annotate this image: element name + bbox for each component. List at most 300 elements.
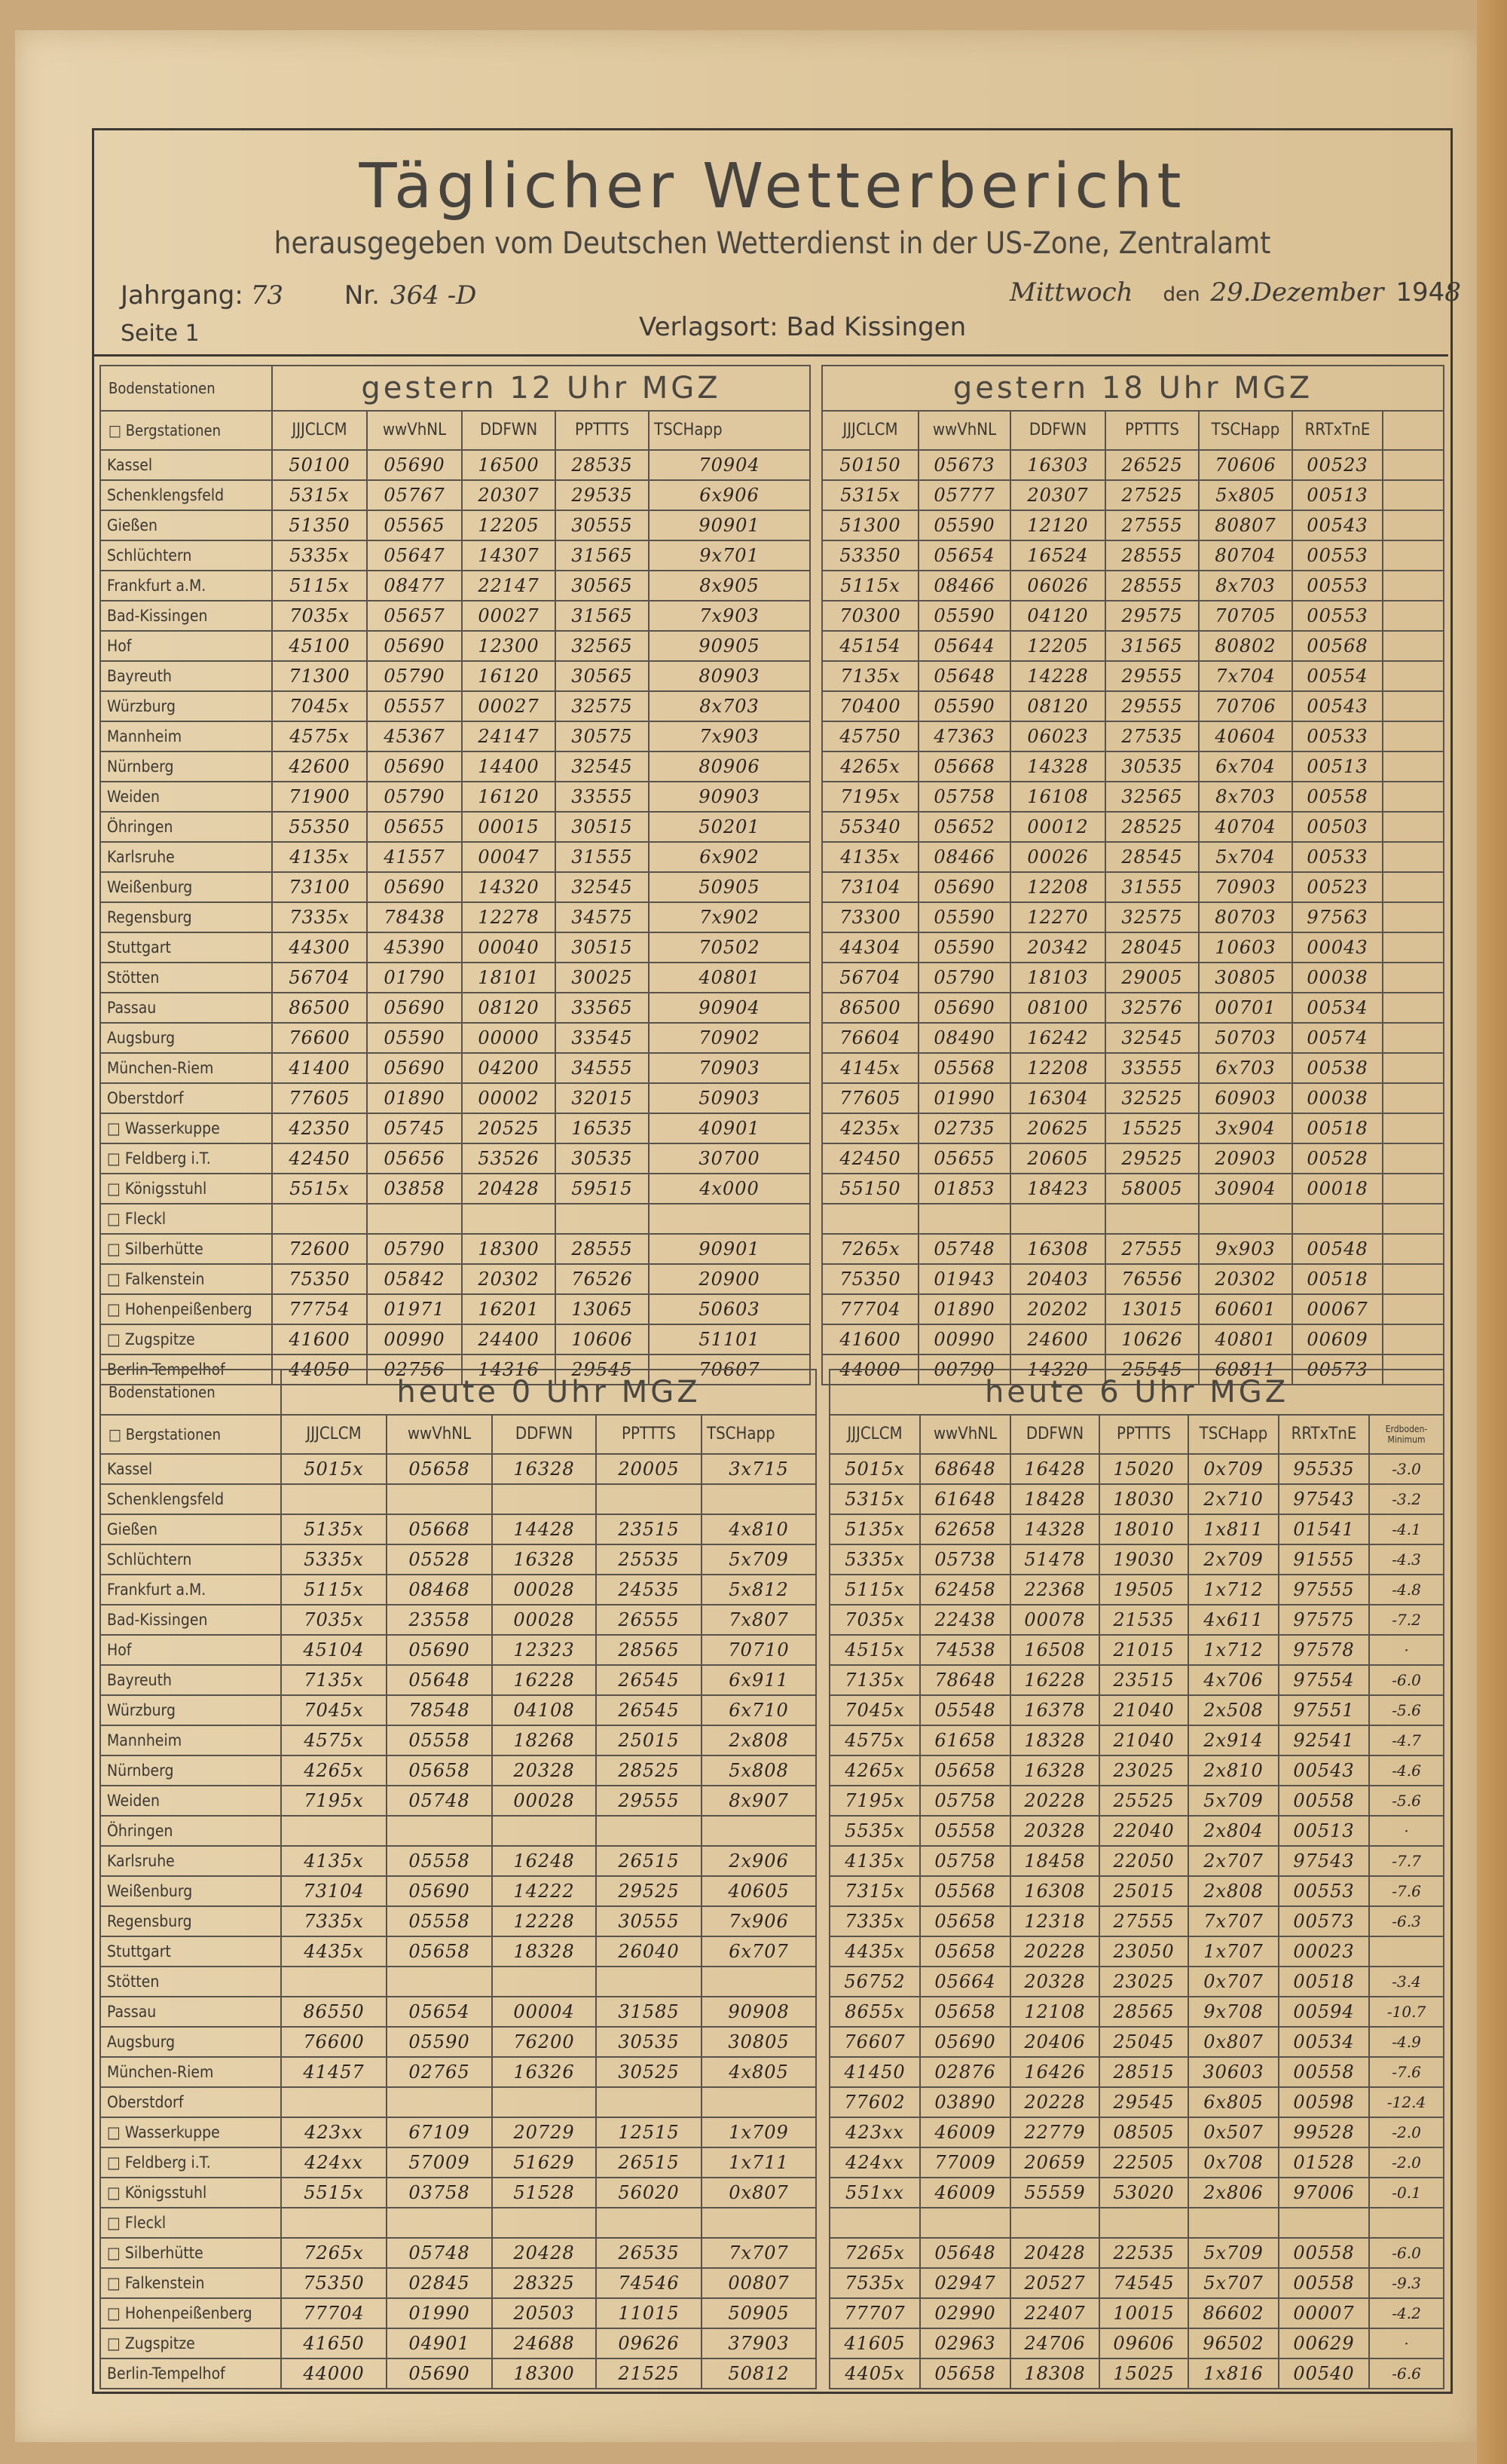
station-name: Oberstdorf [100, 1083, 272, 1113]
blank-cell [1383, 480, 1444, 510]
data-cell: 2x906 [702, 1846, 816, 1876]
data-cell [555, 1204, 649, 1234]
data-cell: 55559 [1010, 2178, 1099, 2208]
data-cell: 70710 [702, 1635, 816, 1665]
station-name: Öhringen [100, 812, 272, 842]
data-cell [702, 1816, 816, 1846]
data-cell: 51528 [492, 2178, 596, 2208]
data-cell: 05647 [367, 540, 462, 571]
data-cell: 40901 [649, 1113, 810, 1143]
data-cell: 5x709 [702, 1544, 816, 1575]
table-row [100, 2328, 816, 2358]
data-cell [702, 2087, 816, 2117]
blank-cell [1383, 721, 1444, 751]
table-row [830, 2298, 1444, 2328]
data-cell: 5115x [830, 1575, 920, 1605]
data-cell: 16308 [1010, 1876, 1099, 1906]
data-cell: 00028 [492, 1786, 596, 1816]
data-cell: 05690 [920, 2027, 1010, 2057]
data-cell: 05842 [367, 1264, 462, 1294]
table-row [100, 1755, 816, 1786]
table-row [822, 1204, 1444, 1234]
table-row [100, 1786, 816, 1816]
table-row [100, 631, 810, 661]
data-cell: 30603 [1188, 2057, 1279, 2087]
data-cell: 25015 [1099, 1876, 1188, 1906]
data-cell: 02963 [920, 2328, 1010, 2358]
data-cell: 15020 [1099, 1454, 1188, 1484]
data-cell: 7x906 [702, 1906, 816, 1936]
data-cell: 77605 [822, 1083, 919, 1113]
data-cell: 05658 [920, 1755, 1010, 1786]
data-cell: 60601 [1199, 1294, 1292, 1324]
data-cell: 10603 [1199, 932, 1292, 963]
table-row [100, 2208, 816, 2238]
data-cell: 4265x [281, 1755, 387, 1786]
data-cell: 5015x [281, 1454, 387, 1484]
table-title: gestern 12 Uhr MGZ [272, 366, 810, 411]
data-cell: 29575 [1105, 601, 1199, 631]
station-name: Öhringen [100, 1816, 281, 1846]
data-cell: 08490 [919, 1023, 1010, 1053]
table-row [100, 510, 810, 540]
data-cell: 70705 [1199, 601, 1292, 631]
data-cell: 32525 [1105, 1083, 1199, 1113]
table-row [100, 993, 810, 1023]
data-cell: 5315x [822, 480, 919, 510]
data-cell: 21040 [1099, 1695, 1188, 1725]
data-cell: 00701 [1199, 993, 1292, 1023]
data-cell: 00540 [1279, 2358, 1369, 2389]
table-row [822, 1053, 1444, 1083]
data-cell: 73104 [281, 1876, 387, 1906]
station-name: □ Zugspitze [100, 1324, 272, 1354]
station-name: Regensburg [100, 1906, 281, 1936]
data-cell: 77602 [830, 2087, 920, 2117]
data-cell: 05654 [919, 540, 1010, 571]
data-cell: 30555 [596, 1906, 702, 1936]
data-cell: 08466 [919, 571, 1010, 601]
data-cell: 06023 [1010, 721, 1105, 751]
data-cell: 21015 [1099, 1635, 1188, 1665]
data-cell: 00568 [1292, 631, 1383, 661]
table-row [100, 2027, 816, 2057]
table-row [822, 1083, 1444, 1113]
data-cell: 05658 [920, 1906, 1010, 1936]
station-name: Schlüchtern [100, 1544, 281, 1575]
station-name: Schenklengsfeld [100, 480, 272, 510]
blank-cell [1383, 661, 1444, 691]
data-cell [596, 2208, 702, 2238]
blank-cell [1383, 993, 1444, 1023]
data-cell: 12278 [462, 902, 555, 932]
table-row [100, 601, 810, 631]
data-cell: 57009 [387, 2147, 492, 2178]
data-cell: 05748 [387, 2238, 492, 2268]
data-cell: 5x805 [1199, 480, 1292, 510]
data-cell: 05558 [387, 1846, 492, 1876]
data-cell: 4435x [281, 1936, 387, 1967]
data-cell: 05748 [387, 1786, 492, 1816]
data-cell: 12323 [492, 1635, 596, 1665]
data-cell: 28555 [555, 1234, 649, 1264]
table-row [830, 2178, 1444, 2208]
data-cell: 23515 [596, 1514, 702, 1544]
data-cell: 11015 [596, 2298, 702, 2328]
data-cell: 29545 [1099, 2087, 1188, 2117]
data-cell: 50603 [649, 1294, 810, 1324]
station-name: □ Silberhütte [100, 2238, 281, 2268]
data-cell: 33565 [555, 993, 649, 1023]
table-row [822, 1174, 1444, 1204]
station-name: Frankfurt a.M. [100, 571, 272, 601]
data-cell: 5315x [830, 1484, 920, 1514]
data-cell: 29555 [1105, 691, 1199, 721]
station-name: Stuttgart [100, 1936, 281, 1967]
table-row [830, 2268, 1444, 2298]
data-cell: 05690 [919, 872, 1010, 902]
data-cell: 29555 [1105, 661, 1199, 691]
data-cell: 86500 [272, 993, 367, 1023]
table-row [100, 1324, 810, 1354]
data-cell: 45750 [822, 721, 919, 751]
data-cell: 09606 [1099, 2328, 1188, 2358]
data-cell: 50905 [649, 872, 810, 902]
data-cell: 00028 [492, 1605, 596, 1635]
station-name: □ Wasserkuppe [100, 1113, 272, 1143]
data-cell: 00513 [1279, 1816, 1369, 1846]
data-cell: 24400 [462, 1324, 555, 1354]
data-cell: 00554 [1292, 661, 1383, 691]
table-row [100, 1936, 816, 1967]
table-row [100, 872, 810, 902]
data-cell: 19505 [1099, 1575, 1188, 1605]
data-cell: 00558 [1279, 2057, 1369, 2087]
data-cell: 00534 [1279, 2027, 1369, 2057]
page-number: Seite 1 [121, 320, 200, 347]
data-cell: 16500 [462, 450, 555, 480]
table-row [822, 1234, 1444, 1264]
data-cell: 20228 [1010, 1786, 1099, 1816]
data-cell: 28525 [1105, 812, 1199, 842]
data-cell: 2x806 [1188, 2178, 1279, 2208]
data-cell: 1x811 [1188, 1514, 1279, 1544]
data-cell: 37903 [702, 2328, 816, 2358]
data-cell: 00533 [1292, 721, 1383, 751]
data-cell: 32576 [1105, 993, 1199, 1023]
data-cell: 00513 [1292, 480, 1383, 510]
blank-cell [1383, 601, 1444, 631]
data-cell: 05558 [920, 1816, 1010, 1846]
col-header: wwVhNL [919, 411, 1010, 450]
data-cell: 60903 [1199, 1083, 1292, 1113]
station-name: Nürnberg [100, 1755, 281, 1786]
data-cell: 75350 [272, 1264, 367, 1294]
data-cell: 55340 [822, 812, 919, 842]
data-cell: 28045 [1105, 932, 1199, 963]
data-cell: 12205 [462, 510, 555, 540]
data-cell: 51300 [822, 510, 919, 540]
table-row [100, 1816, 816, 1846]
data-cell [1188, 2208, 1279, 2238]
table-row [100, 1294, 810, 1324]
data-cell: 8x703 [1199, 782, 1292, 812]
data-cell: 04108 [492, 1695, 596, 1725]
table-row [100, 1143, 810, 1174]
data-cell: 05690 [387, 1635, 492, 1665]
data-cell: 41600 [272, 1324, 367, 1354]
data-cell: 22505 [1099, 2147, 1188, 2178]
data-cell: 02876 [920, 2057, 1010, 2087]
data-cell: 00558 [1292, 782, 1383, 812]
col-header: PPTTTS [596, 1415, 702, 1454]
data-cell: 21040 [1099, 1725, 1188, 1755]
data-cell: 12205 [1010, 631, 1105, 661]
table-row [100, 1454, 816, 1484]
data-cell: -10.7 [1369, 1997, 1444, 2027]
table-row [822, 993, 1444, 1023]
data-cell [596, 1816, 702, 1846]
table-row [100, 1876, 816, 1906]
data-cell: 20228 [1010, 1936, 1099, 1967]
data-cell: 5115x [822, 571, 919, 601]
data-cell: 05590 [919, 932, 1010, 963]
col-header: DDFWN [1010, 1415, 1099, 1454]
table-row [822, 631, 1444, 661]
data-cell: 0x507 [1188, 2117, 1279, 2147]
data-cell: 00790 [919, 1354, 1010, 1385]
data-cell: 80903 [649, 661, 810, 691]
data-cell: 05658 [387, 1755, 492, 1786]
data-cell: 20307 [462, 480, 555, 510]
data-cell: 00990 [919, 1324, 1010, 1354]
blank-cell [1383, 1083, 1444, 1113]
data-cell: 86500 [822, 993, 919, 1023]
data-cell: 99528 [1279, 2117, 1369, 2147]
data-cell: 05690 [387, 2358, 492, 2389]
data-cell: 05590 [919, 691, 1010, 721]
data-cell: 8x703 [649, 691, 810, 721]
jahrgang-line [121, 280, 476, 311]
data-cell: 00990 [367, 1324, 462, 1354]
station-name: Frankfurt a.M. [100, 1575, 281, 1605]
data-cell: 30515 [555, 812, 649, 842]
table-row [822, 480, 1444, 510]
data-cell: 20428 [462, 1174, 555, 1204]
data-cell: 05558 [387, 1725, 492, 1755]
data-cell: 6x805 [1188, 2087, 1279, 2117]
blank-cell [1383, 932, 1444, 963]
data-cell: 05652 [919, 812, 1010, 842]
table-row [830, 2087, 1444, 2117]
table-row [830, 1967, 1444, 1997]
data-cell: 20525 [462, 1113, 555, 1143]
station-name: Weißenburg [100, 872, 272, 902]
data-cell: 02756 [367, 1354, 462, 1385]
station-name: Stötten [100, 1967, 281, 1997]
blank-cell [1383, 812, 1444, 842]
data-cell [281, 2208, 387, 2238]
table-gestern-18 [821, 365, 1444, 1385]
table-row [100, 2298, 816, 2328]
nr-label: Nr. [344, 280, 380, 311]
data-cell: 12120 [1010, 510, 1105, 540]
station-name: □ Feldberg i.T. [100, 2147, 281, 2178]
data-cell: 16201 [462, 1294, 555, 1324]
data-cell: 05690 [367, 993, 462, 1023]
data-cell: 24600 [1010, 1324, 1105, 1354]
data-cell: 4135x [272, 842, 367, 872]
data-cell: 73104 [822, 872, 919, 902]
data-cell: 5515x [272, 1174, 367, 1204]
data-cell: 7135x [830, 1665, 920, 1695]
data-cell: 30565 [555, 571, 649, 601]
data-cell [702, 2208, 816, 2238]
data-cell: 00574 [1292, 1023, 1383, 1053]
station-name: □ Fleckl [100, 2208, 281, 2238]
data-cell: 32545 [555, 751, 649, 782]
data-cell: 27535 [1105, 721, 1199, 751]
table-row [830, 1786, 1444, 1816]
data-cell: 27555 [1105, 1234, 1199, 1264]
data-cell: 01528 [1279, 2147, 1369, 2178]
data-cell: 05658 [387, 1454, 492, 1484]
table-row [822, 450, 1444, 480]
station-name: Nürnberg [100, 751, 272, 782]
data-cell: 00558 [1279, 1786, 1369, 1816]
data-cell: 12300 [462, 631, 555, 661]
data-cell: 0x807 [1188, 2027, 1279, 2057]
data-cell: 80802 [1199, 631, 1292, 661]
data-cell: 73300 [822, 902, 919, 932]
data-cell: 40801 [1199, 1324, 1292, 1354]
data-cell: 7335x [281, 1906, 387, 1936]
data-cell: 50905 [702, 2298, 816, 2328]
data-cell [1099, 2208, 1188, 2238]
data-cell: 53020 [1099, 2178, 1188, 2208]
data-cell: 76200 [492, 2027, 596, 2057]
station-name: Regensburg [100, 902, 272, 932]
data-cell: 23025 [1099, 1755, 1188, 1786]
data-cell: 71300 [272, 661, 367, 691]
data-cell: 4145x [822, 1053, 919, 1083]
station-name: Hof [100, 1635, 281, 1665]
data-cell: 05590 [387, 2027, 492, 2057]
col-header-blank [1383, 411, 1444, 450]
data-cell: 00548 [1292, 1234, 1383, 1264]
data-cell: 91555 [1279, 1544, 1369, 1575]
table-row [100, 1544, 816, 1575]
data-cell: 42600 [272, 751, 367, 782]
table-row [100, 2268, 816, 2298]
data-cell: -5.6 [1369, 1786, 1444, 1816]
data-cell: 00538 [1292, 1053, 1383, 1083]
data-cell: 4x000 [649, 1174, 810, 1204]
data-cell: 551xx [830, 2178, 920, 2208]
blank-cell [1383, 1174, 1444, 1204]
document-title: Täglicher Wetterbericht [359, 151, 1186, 222]
data-cell: 70706 [1199, 691, 1292, 721]
data-cell: 45390 [367, 932, 462, 963]
data-cell [1369, 2208, 1444, 2238]
station-name: Stuttgart [100, 932, 272, 963]
data-cell: 14428 [492, 1514, 596, 1544]
data-cell: 56704 [272, 963, 367, 993]
berg-label: □ Bergstationen [100, 411, 272, 450]
station-name: □ Fleckl [100, 1204, 272, 1234]
table-row [100, 1204, 810, 1234]
data-cell: 16303 [1010, 450, 1105, 480]
data-cell: 78648 [920, 1665, 1010, 1695]
data-cell: 4265x [822, 751, 919, 782]
data-cell: 32575 [555, 691, 649, 721]
data-cell: 77605 [272, 1083, 367, 1113]
data-cell: 20903 [1199, 1143, 1292, 1174]
data-cell: 30025 [555, 963, 649, 993]
data-cell: 05648 [920, 2238, 1010, 2268]
station-name: Schenklengsfeld [100, 1484, 281, 1514]
boden-label: Bodenstationen [100, 366, 272, 411]
data-cell: 80807 [1199, 510, 1292, 540]
data-cell: 50703 [1199, 1023, 1292, 1053]
weekday: Mittwoch [1010, 277, 1133, 308]
data-cell: 18030 [1099, 1484, 1188, 1514]
col-header: JJJCLCM [822, 411, 919, 450]
data-cell: 23515 [1099, 1665, 1188, 1695]
table-row [100, 2178, 816, 2208]
data-cell: 05655 [919, 1143, 1010, 1174]
data-cell: 30515 [555, 932, 649, 963]
data-cell: 16328 [492, 1454, 596, 1484]
table-row [100, 571, 810, 601]
document-subtitle: herausgegeben vom Deutschen Wetterdienst in der US-Zone, Zentralamt [274, 226, 1271, 261]
data-cell [920, 2208, 1010, 2238]
data-cell: 5135x [281, 1514, 387, 1544]
data-cell: 31555 [1105, 872, 1199, 902]
blank-cell [1383, 902, 1444, 932]
station-name: Passau [100, 1997, 281, 2027]
data-cell: 45104 [281, 1635, 387, 1665]
data-cell: 05590 [919, 601, 1010, 631]
data-cell: 8655x [830, 1997, 920, 2027]
data-cell: 6x911 [702, 1665, 816, 1695]
data-cell: 00027 [462, 691, 555, 721]
blank-cell [1383, 1204, 1444, 1234]
data-cell: 20202 [1010, 1294, 1105, 1324]
station-name: □ Wasserkuppe [100, 2117, 281, 2147]
data-cell: 05690 [367, 631, 462, 661]
data-cell: 23558 [387, 1605, 492, 1635]
data-cell: 00553 [1279, 1876, 1369, 1906]
data-cell [387, 1816, 492, 1846]
data-cell: 05658 [920, 1936, 1010, 1967]
data-cell: 05673 [919, 450, 1010, 480]
data-cell: 24688 [492, 2328, 596, 2358]
table-row [830, 1846, 1444, 1876]
data-cell: 00553 [1292, 571, 1383, 601]
data-cell: 41650 [281, 2328, 387, 2358]
data-cell: 28515 [1099, 2057, 1188, 2087]
data-cell: 70903 [649, 1053, 810, 1083]
table-heute-0 [99, 1369, 817, 2389]
data-cell: 32565 [1105, 782, 1199, 812]
data-cell: 00040 [462, 932, 555, 963]
data-cell: 01853 [919, 1174, 1010, 1204]
data-cell: 7195x [822, 782, 919, 812]
data-cell: 5x709 [1188, 1786, 1279, 1816]
data-cell: 05690 [919, 993, 1010, 1023]
data-cell: 08477 [367, 571, 462, 601]
